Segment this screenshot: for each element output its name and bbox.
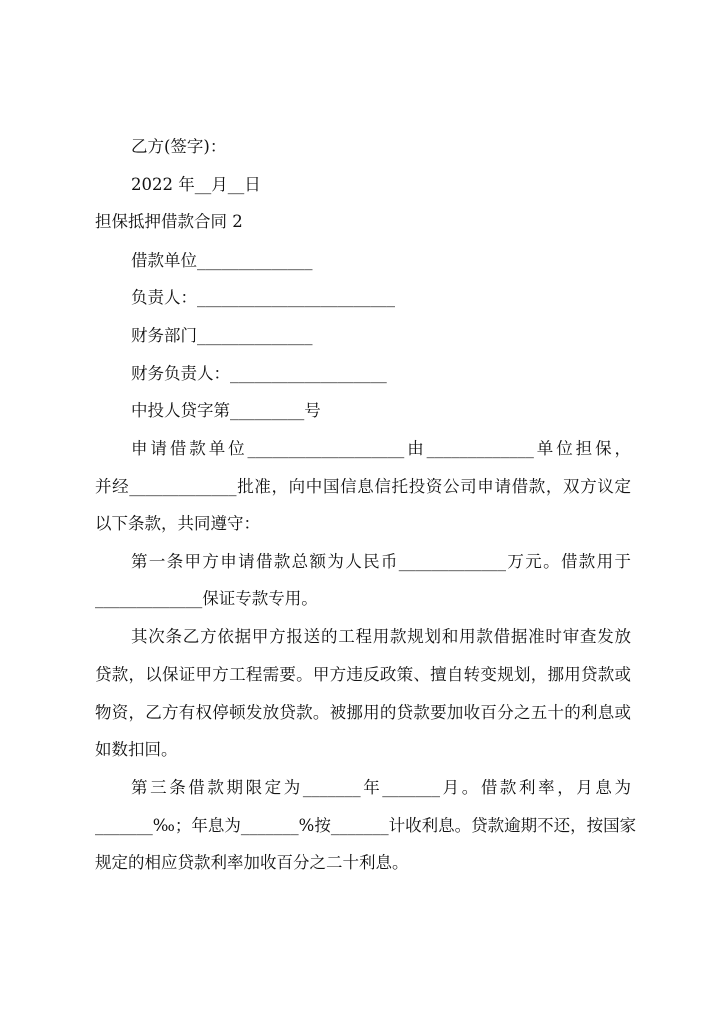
paragraph-line: 申请借款单位___________________由_____________单位担保，	[131, 439, 631, 458]
date-line: 2022 年__月__日	[131, 175, 261, 194]
finance-head-field: 财务负责人：___________________	[131, 364, 387, 383]
article-3-line: 第三条借款期限定为_______年_______月。借款利率，月息为	[131, 778, 631, 797]
article-2-line: 物资，乙方有权停顿发放贷款。被挪用的贷款要加收百分之五十的利息或	[95, 703, 631, 722]
borrower-unit-field: 借款单位______________	[131, 251, 313, 270]
article-2-line: 贷款，以保证甲方工程需要。甲方违反政策、擅自转变规划，挪用贷款或	[95, 665, 631, 684]
article-2-line: 如数扣回。	[95, 740, 178, 759]
article-3-line: _______‰；年息为_______%按_______计收利息。贷款逾期不还，按国家	[95, 816, 637, 835]
contract-title: 担保抵押借款合同 2	[95, 212, 243, 231]
party-b-signature: 乙方(签字)：	[131, 137, 227, 156]
loan-number-field: 中投人贷字第_________号	[131, 401, 321, 420]
article-2-line: 其次条乙方依据甲方报送的工程用款规划和用款借据准时审查发放	[131, 627, 631, 646]
article-1-line: 第一条甲方申请借款总额为人民币_____________万元。借款用于	[131, 552, 631, 571]
article-3-line: 规定的相应贷款利率加收百分之二十利息。	[95, 853, 409, 872]
paragraph-line: 并经_____________批准，向中国信息信托投资公司申请借款，双方议定	[95, 477, 631, 496]
person-in-charge-field: 负责人：________________________	[131, 288, 395, 307]
article-1-line: _____________保证专款专用。	[95, 589, 318, 608]
finance-dept-field: 财务部门______________	[131, 326, 313, 345]
paragraph-line: 以下条款，共同遵守：	[95, 514, 260, 533]
